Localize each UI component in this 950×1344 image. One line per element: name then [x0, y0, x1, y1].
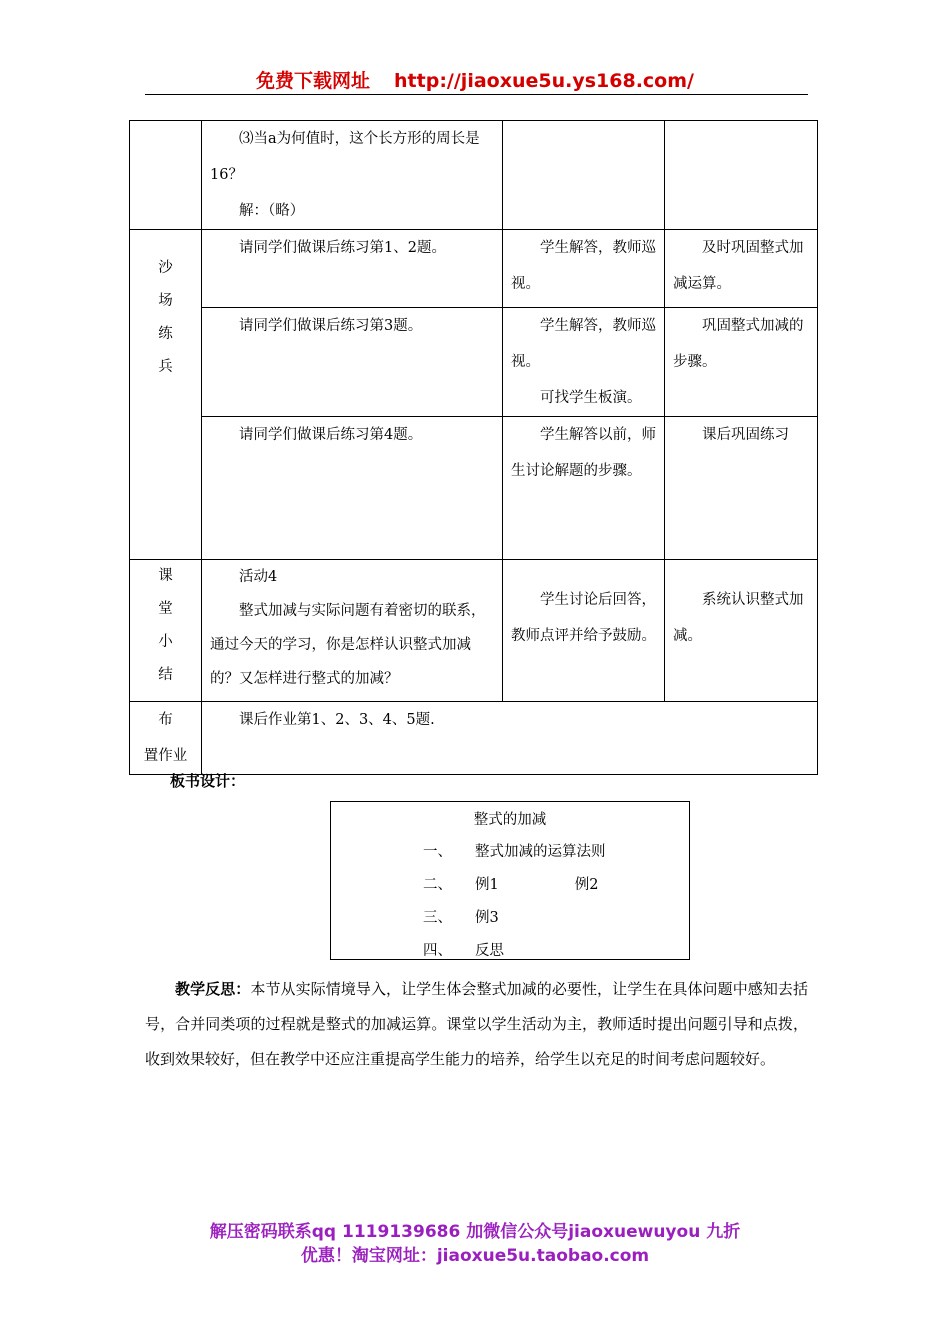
board-item-text: 例1	[475, 877, 499, 893]
summary-text: 整式加减与实际问题有着密切的联系，通过今天的学习，你是怎样认识整式加减的？又怎样进行整式的加减？	[210, 603, 486, 687]
answer-text: 解：（略）	[239, 203, 305, 219]
homework-text: 课后作业第1、2、3、4、5题.	[239, 712, 435, 728]
student-cell	[503, 417, 665, 560]
homework-content-cell	[202, 702, 818, 775]
practice-label-cell	[130, 230, 202, 560]
content-cell	[202, 417, 503, 560]
homework-label-line1: 布	[158, 712, 173, 728]
board-item-num: 四、	[423, 943, 452, 959]
board-item-num: 二、	[423, 877, 452, 893]
table-row	[130, 417, 818, 560]
page-footer	[0, 1220, 950, 1268]
practice-task: 请同学们做课后练习第1、2题。	[239, 240, 446, 256]
board-item-text: 整式加减的运算法则	[475, 844, 606, 860]
student-cell	[503, 308, 665, 417]
header-label: 免费下载网址	[256, 70, 371, 92]
header-url-link[interactable]: http://jiaoxue5u.ys168.com/	[394, 70, 694, 92]
content-cell	[202, 121, 503, 230]
practice-task: 请同学们做课后练习第3题。	[239, 318, 423, 334]
reflection-label: 教学反思：	[175, 980, 251, 998]
intent-cell	[665, 308, 818, 417]
board-item-text: 反思	[475, 943, 504, 959]
board-item	[423, 939, 504, 960]
board-item-num: 三、	[423, 910, 452, 926]
table-row	[130, 702, 818, 775]
board-item-text: 例3	[475, 910, 499, 926]
table-row	[130, 230, 818, 308]
student-activity: 学生讨论后回答，教师点评并给予鼓励。	[511, 592, 656, 644]
header-divider	[145, 94, 808, 95]
summary-label: 课堂小结	[158, 568, 173, 683]
design-intent: 巩固整式加减的步骤。	[673, 318, 804, 370]
student-cell	[503, 121, 665, 230]
reflection-text: 本节从实际情境导入，让学生体会整式加减的必要性，让学生在具体问题中感知去括号，合并同类项的过程就是整式的加减运算。课堂以学生活动为主，教师适时提出问题引导和点拨，收到效果较好，但在教学中还应注重提高学生能力的培养，给学生以充足的时间考虑问题较好。	[145, 980, 808, 1068]
table-row	[130, 560, 818, 702]
practice-label: 沙场练兵	[158, 260, 173, 375]
row-label	[130, 121, 202, 230]
teaching-reflection	[145, 972, 808, 1077]
board-title: 整式的加减	[473, 812, 547, 828]
board-item	[423, 840, 606, 861]
intent-cell	[665, 560, 818, 702]
student-cell	[503, 230, 665, 308]
content-cell	[202, 560, 503, 702]
board-item	[423, 906, 499, 927]
table-row	[130, 308, 818, 417]
footer-line2: 优惠！淘宝网址：jiaoxue5u.taobao.com	[300, 1246, 650, 1266]
homework-label-cell	[130, 702, 202, 775]
board-item	[423, 873, 598, 894]
content-cell	[202, 230, 503, 308]
page-header	[0, 66, 950, 93]
board-item-num: 一、	[423, 844, 452, 860]
practice-task: 请同学们做课后练习第4题。	[239, 427, 423, 443]
student-activity: 学生解答，教师巡视。	[511, 240, 656, 292]
student-activity: 学生解答，教师巡视。	[511, 318, 656, 370]
table-row	[130, 121, 818, 230]
intent-cell	[665, 417, 818, 560]
board-design-box	[330, 801, 690, 960]
lesson-table	[129, 120, 818, 775]
content-cell	[202, 308, 503, 417]
summary-label-cell	[130, 560, 202, 702]
homework-label-line2: 置作业	[143, 748, 188, 764]
intent-cell	[665, 121, 818, 230]
design-intent: 课后巩固练习	[702, 427, 789, 443]
footer-line1: 解压密码联系qq 1119139686 加微信公众号jiaoxuewuyou 九折	[209, 1222, 741, 1242]
intent-cell	[665, 230, 818, 308]
design-intent: 系统认识整式加减。	[673, 592, 804, 644]
board-design-heading: 板书设计：	[170, 772, 246, 790]
design-intent: 及时巩固整式加减运算。	[673, 240, 804, 292]
board-item-extra: 例2	[574, 877, 599, 893]
student-activity: 学生解答以前，师生讨论解题的步骤。	[511, 427, 656, 479]
student-cell	[503, 560, 665, 702]
question-text: ⑶当a为何值时，这个长方形的周长是16？	[210, 131, 480, 183]
student-activity-extra: 可找学生板演。	[540, 390, 642, 406]
activity-title: 活动4	[239, 569, 278, 585]
